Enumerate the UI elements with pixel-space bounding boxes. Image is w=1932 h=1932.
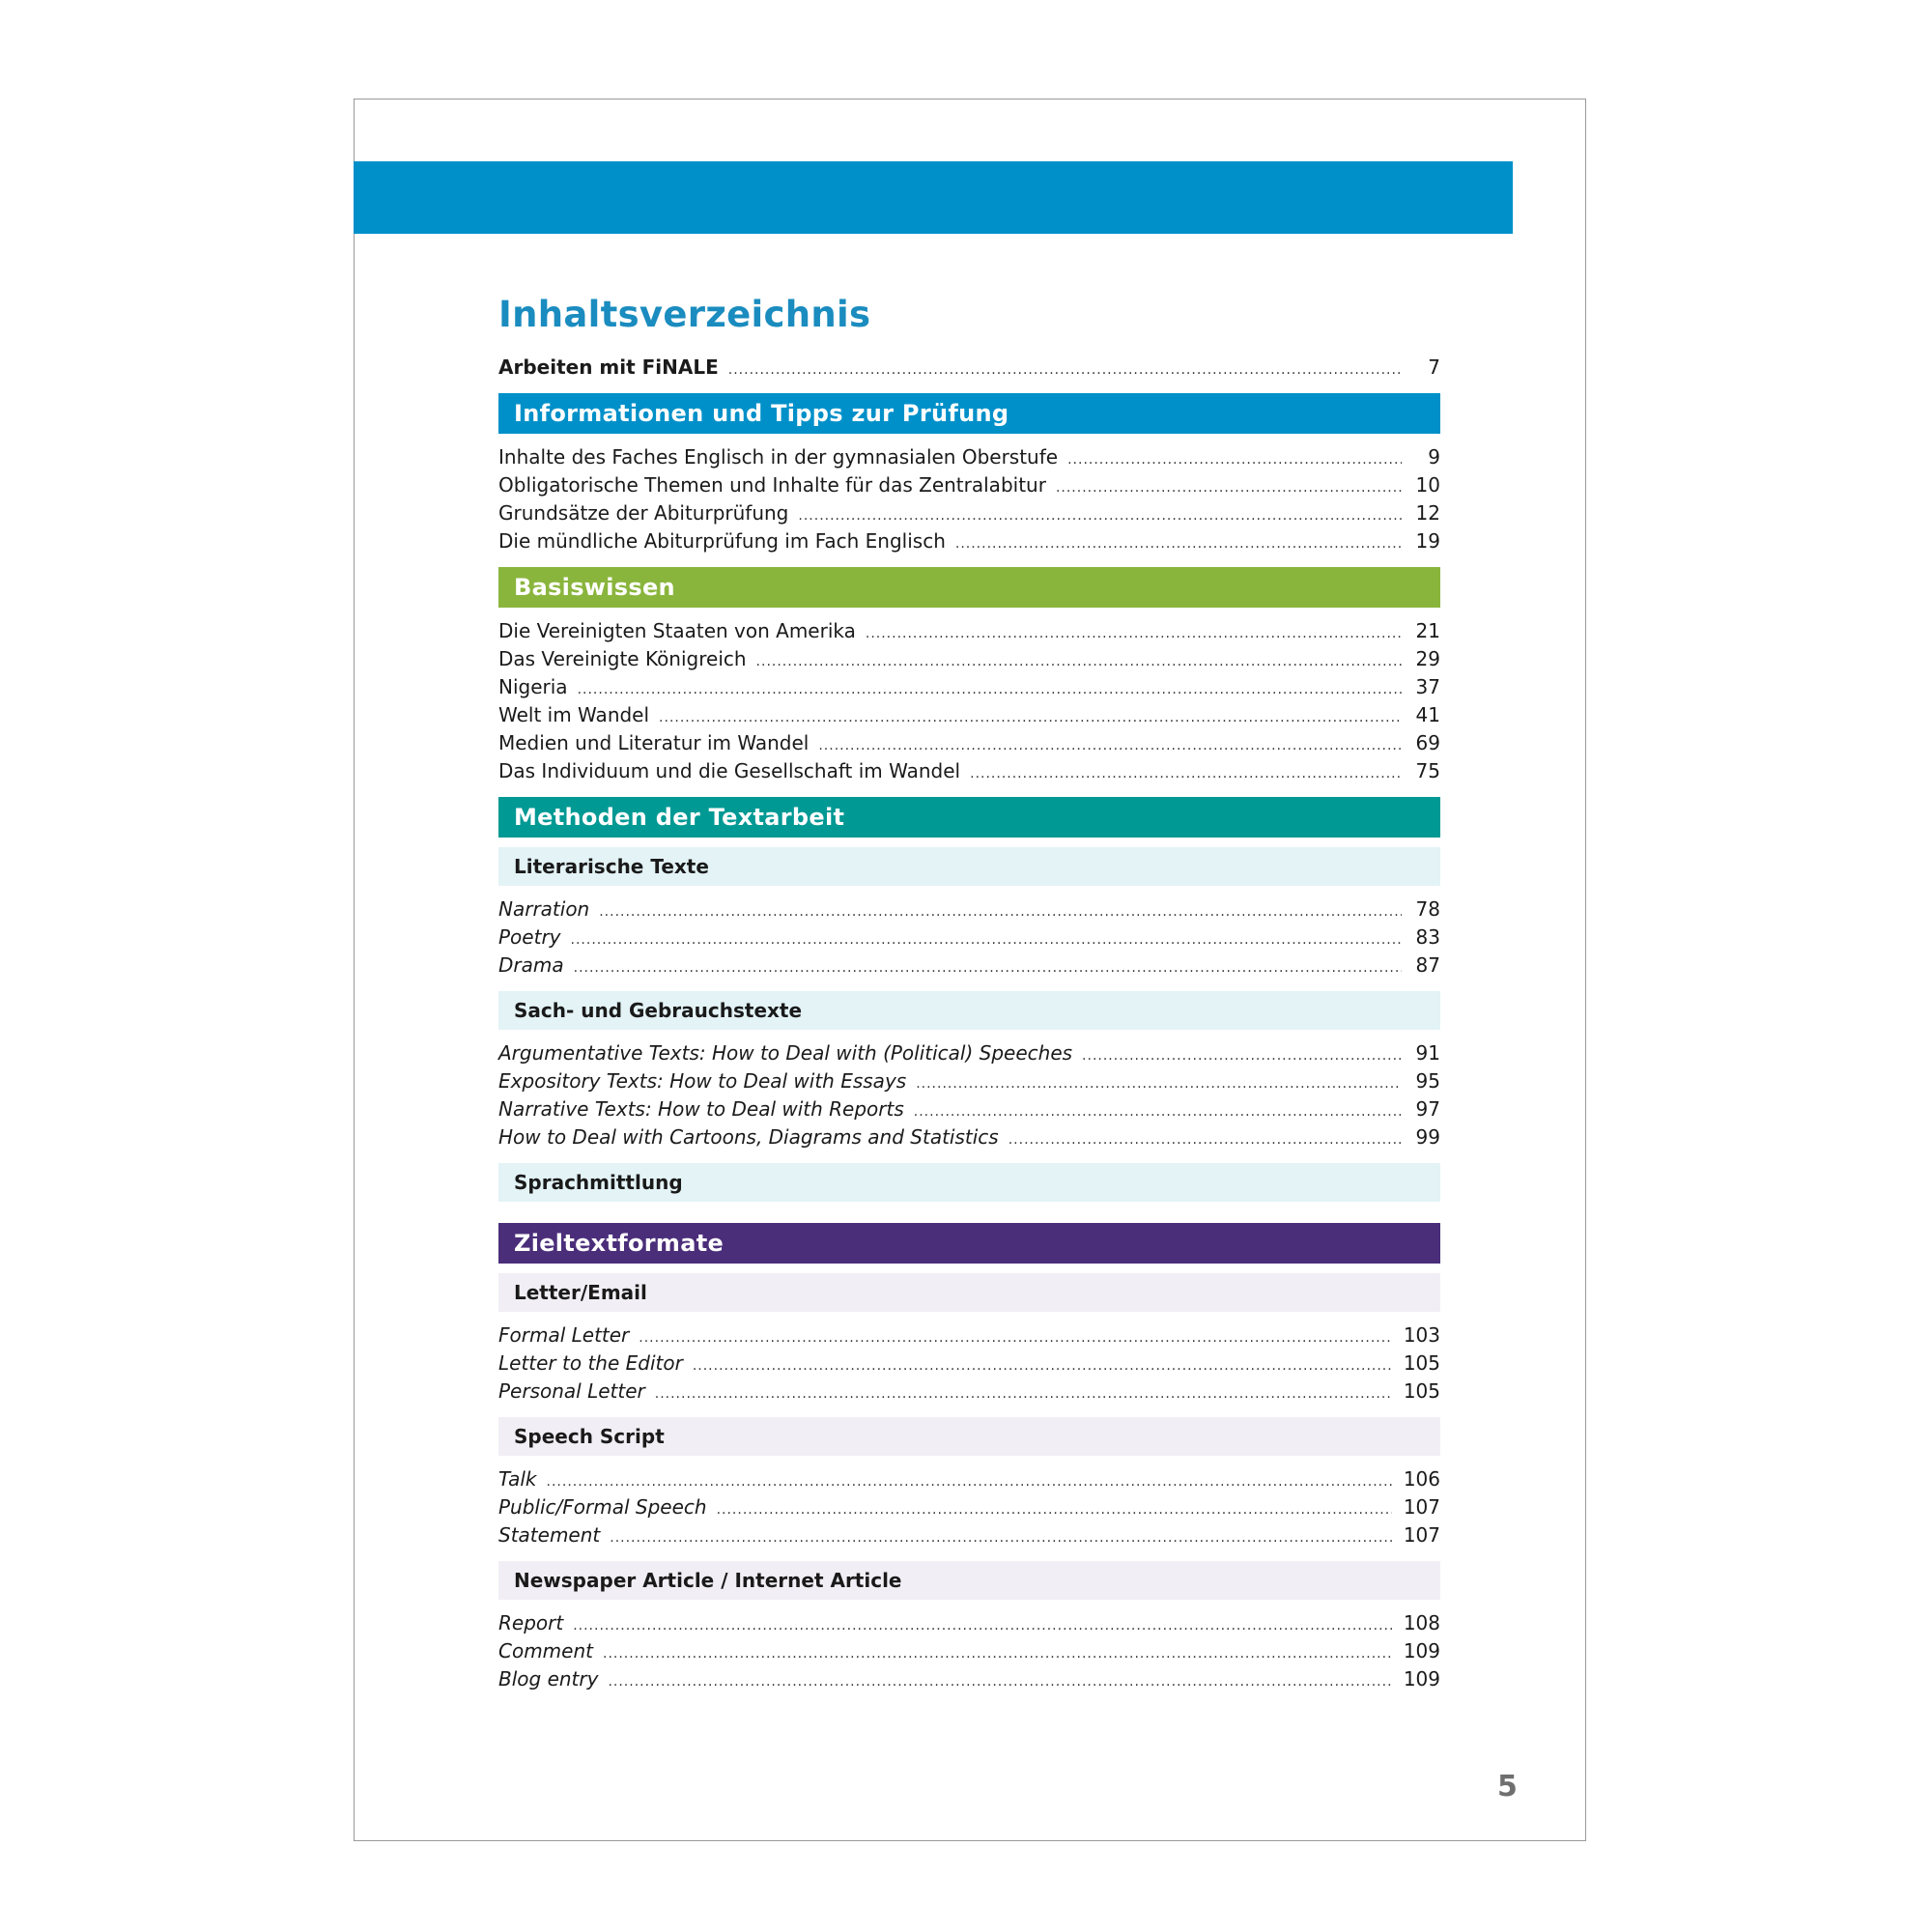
toc-entry-label: Expository Texts: How to Deal with Essays — [498, 1069, 907, 1093]
toc-entry-label: Die Vereinigten Staaten von Amerika — [498, 619, 856, 642]
toc-entry-page: 9 — [1428, 445, 1440, 469]
toc-entry-label: Narration — [498, 897, 590, 921]
toc-entry-page: 83 — [1415, 925, 1440, 949]
dot-leader — [916, 1070, 1402, 1098]
toc-entry-label: Drama — [498, 953, 564, 977]
toc-entry-page: 69 — [1415, 731, 1440, 754]
toc-entry-page: 106 — [1403, 1467, 1440, 1491]
toc-entry-label: Argumentative Texts: How to Deal with (Political) Speeches — [498, 1041, 1073, 1065]
dot-leader — [756, 648, 1402, 676]
dot-leader — [728, 356, 1402, 384]
dot-leader — [866, 620, 1402, 648]
toc-entry-label: Arbeiten mit FiNALE — [498, 355, 719, 379]
subsection-heading-sach-und-gebrauchstexte: Sach- und Gebrauchstexte — [498, 991, 1440, 1030]
toc-entry-page: 91 — [1415, 1041, 1440, 1065]
page-number: 5 — [1497, 1770, 1518, 1804]
dot-leader — [571, 926, 1402, 954]
section-heading-methoden: Methoden der Textarbeit — [498, 797, 1440, 838]
dot-leader — [639, 1324, 1392, 1352]
toc-entry[interactable] — [498, 645, 1440, 673]
toc-entry-page: 99 — [1415, 1125, 1440, 1149]
toc-entry-label: Die mündliche Abiturprüfung im Fach Englisch — [498, 529, 946, 553]
toc-entry-page: 7 — [1428, 355, 1440, 379]
dot-leader — [608, 1668, 1391, 1696]
subsection-heading-sprachmittlung: Sprachmittlung — [498, 1163, 1440, 1202]
toc-entry-page: 107 — [1403, 1495, 1440, 1519]
dot-leader — [655, 1380, 1392, 1408]
toc-entry-page: 37 — [1415, 675, 1440, 698]
dot-leader — [1082, 1042, 1402, 1070]
dot-leader — [1056, 474, 1402, 502]
toc-entry[interactable] — [498, 1321, 1440, 1350]
toc-entry[interactable] — [498, 1067, 1440, 1095]
dot-leader — [659, 704, 1402, 732]
toc-entry[interactable] — [498, 471, 1440, 499]
toc-entry-label: Poetry — [498, 925, 561, 949]
toc-entry-label: Statement — [498, 1523, 601, 1547]
toc-entry[interactable] — [498, 1665, 1440, 1693]
toc-entry-label: Report — [498, 1611, 564, 1634]
toc-entry[interactable] — [498, 923, 1440, 952]
dot-leader — [970, 760, 1402, 788]
toc-entry[interactable] — [498, 1465, 1440, 1493]
toc-entry[interactable] — [498, 1493, 1440, 1521]
toc-entry-label: Grundsätze der Abiturprüfung — [498, 501, 789, 525]
toc-entry-label: Medien und Literatur im Wandel — [498, 731, 810, 754]
dot-leader — [547, 1468, 1392, 1496]
dot-leader — [818, 732, 1402, 760]
dot-leader — [955, 530, 1402, 558]
toc-entry[interactable] — [498, 499, 1440, 527]
toc-entry-label: Das Individuum und die Gesellschaft im Wandel — [498, 759, 961, 782]
toc-entry-label: Welt im Wandel — [498, 703, 650, 726]
top-color-band — [354, 161, 1513, 234]
toc-entry-label: Das Vereinigte Königreich — [498, 647, 747, 670]
toc-entry-label: Letter to the Editor — [498, 1351, 683, 1375]
dot-leader — [1009, 1126, 1402, 1154]
toc-entry-page: 108 — [1403, 1611, 1440, 1634]
table-of-contents — [498, 290, 1440, 1693]
toc-entry[interactable] — [498, 701, 1440, 729]
toc-entry[interactable] — [498, 729, 1440, 757]
toc-entry[interactable] — [498, 1378, 1440, 1406]
toc-entry-page: 21 — [1415, 619, 1440, 642]
toc-entry-page: 19 — [1415, 529, 1440, 553]
toc-entry-page: 29 — [1415, 647, 1440, 670]
toc-entry-page: 95 — [1415, 1069, 1440, 1093]
dot-leader — [1067, 446, 1402, 474]
toc-entry[interactable] — [498, 1095, 1440, 1123]
toc-entry-label: Blog entry — [498, 1667, 599, 1690]
dot-leader — [693, 1352, 1392, 1380]
toc-entry[interactable] — [498, 527, 1440, 555]
toc-entry-page: 97 — [1415, 1097, 1440, 1121]
toc-entry-page: 78 — [1415, 897, 1440, 921]
dot-leader — [573, 1612, 1392, 1640]
dot-leader — [914, 1098, 1402, 1126]
dot-leader — [578, 676, 1402, 704]
section-heading-informationen: Informationen und Tipps zur Prüfung — [498, 393, 1440, 434]
toc-entry-page: 103 — [1403, 1323, 1440, 1347]
dot-leader — [599, 898, 1402, 926]
toc-entry-page: 41 — [1415, 703, 1440, 726]
subsection-heading-newspaper-article: Newspaper Article / Internet Article — [498, 1561, 1440, 1600]
toc-entry[interactable] — [498, 443, 1440, 471]
section-heading-zieltextformate: Zieltextformate — [498, 1223, 1440, 1264]
toc-entry[interactable] — [498, 1637, 1440, 1665]
subsection-heading-literarische-texte: Literarische Texte — [498, 847, 1440, 886]
dot-leader — [798, 502, 1402, 530]
toc-entry-label: How to Deal with Cartoons, Diagrams and Statistics — [498, 1125, 999, 1149]
subsection-heading-speech-script: Speech Script — [498, 1417, 1440, 1456]
toc-entry-page: 12 — [1415, 501, 1440, 525]
toc-entry[interactable] — [498, 895, 1440, 923]
toc-entry[interactable] — [498, 617, 1440, 645]
toc-entry[interactable] — [498, 1521, 1440, 1549]
toc-entry-page: 87 — [1415, 953, 1440, 977]
dot-leader — [603, 1640, 1392, 1668]
toc-entry[interactable] — [498, 1609, 1440, 1637]
toc-entry[interactable] — [498, 1039, 1440, 1067]
dot-leader — [574, 954, 1402, 982]
toc-entry-label: Personal Letter — [498, 1379, 645, 1403]
dot-leader — [610, 1524, 1392, 1552]
toc-entry-intro[interactable] — [498, 354, 1440, 382]
toc-entry-label: Narrative Texts: How to Deal with Reports — [498, 1097, 904, 1121]
toc-entry-label: Nigeria — [498, 675, 568, 698]
toc-entry-label: Inhalte des Faches Englisch in der gymnasialen Oberstufe — [498, 445, 1059, 469]
toc-entry-page: 109 — [1403, 1639, 1440, 1662]
toc-entry-label: Public/Formal Speech — [498, 1495, 707, 1519]
toc-entry-page: 105 — [1403, 1351, 1440, 1375]
toc-entry-page: 10 — [1415, 473, 1440, 497]
toc-entry-page: 75 — [1415, 759, 1440, 782]
toc-entry[interactable] — [498, 673, 1440, 701]
toc-entry-page: 109 — [1403, 1667, 1440, 1690]
toc-entry-label: Comment — [498, 1639, 593, 1662]
subsection-heading-letter-email: Letter/Email — [498, 1273, 1440, 1312]
toc-entry[interactable] — [498, 1123, 1440, 1151]
section-heading-basiswissen: Basiswissen — [498, 567, 1440, 608]
toc-entry[interactable] — [498, 952, 1440, 980]
toc-entry-page: 107 — [1403, 1523, 1440, 1547]
toc-entry-label: Talk — [498, 1467, 537, 1491]
dot-leader — [717, 1496, 1392, 1524]
toc-entry[interactable] — [498, 1350, 1440, 1378]
toc-entry-page: 105 — [1403, 1379, 1440, 1403]
toc-entry-label: Formal Letter — [498, 1323, 630, 1347]
page-title: Inhaltsverzeichnis — [498, 294, 871, 335]
toc-entry[interactable] — [498, 757, 1440, 785]
toc-entry-label: Obligatorische Themen und Inhalte für das Zentralabitur — [498, 473, 1046, 497]
